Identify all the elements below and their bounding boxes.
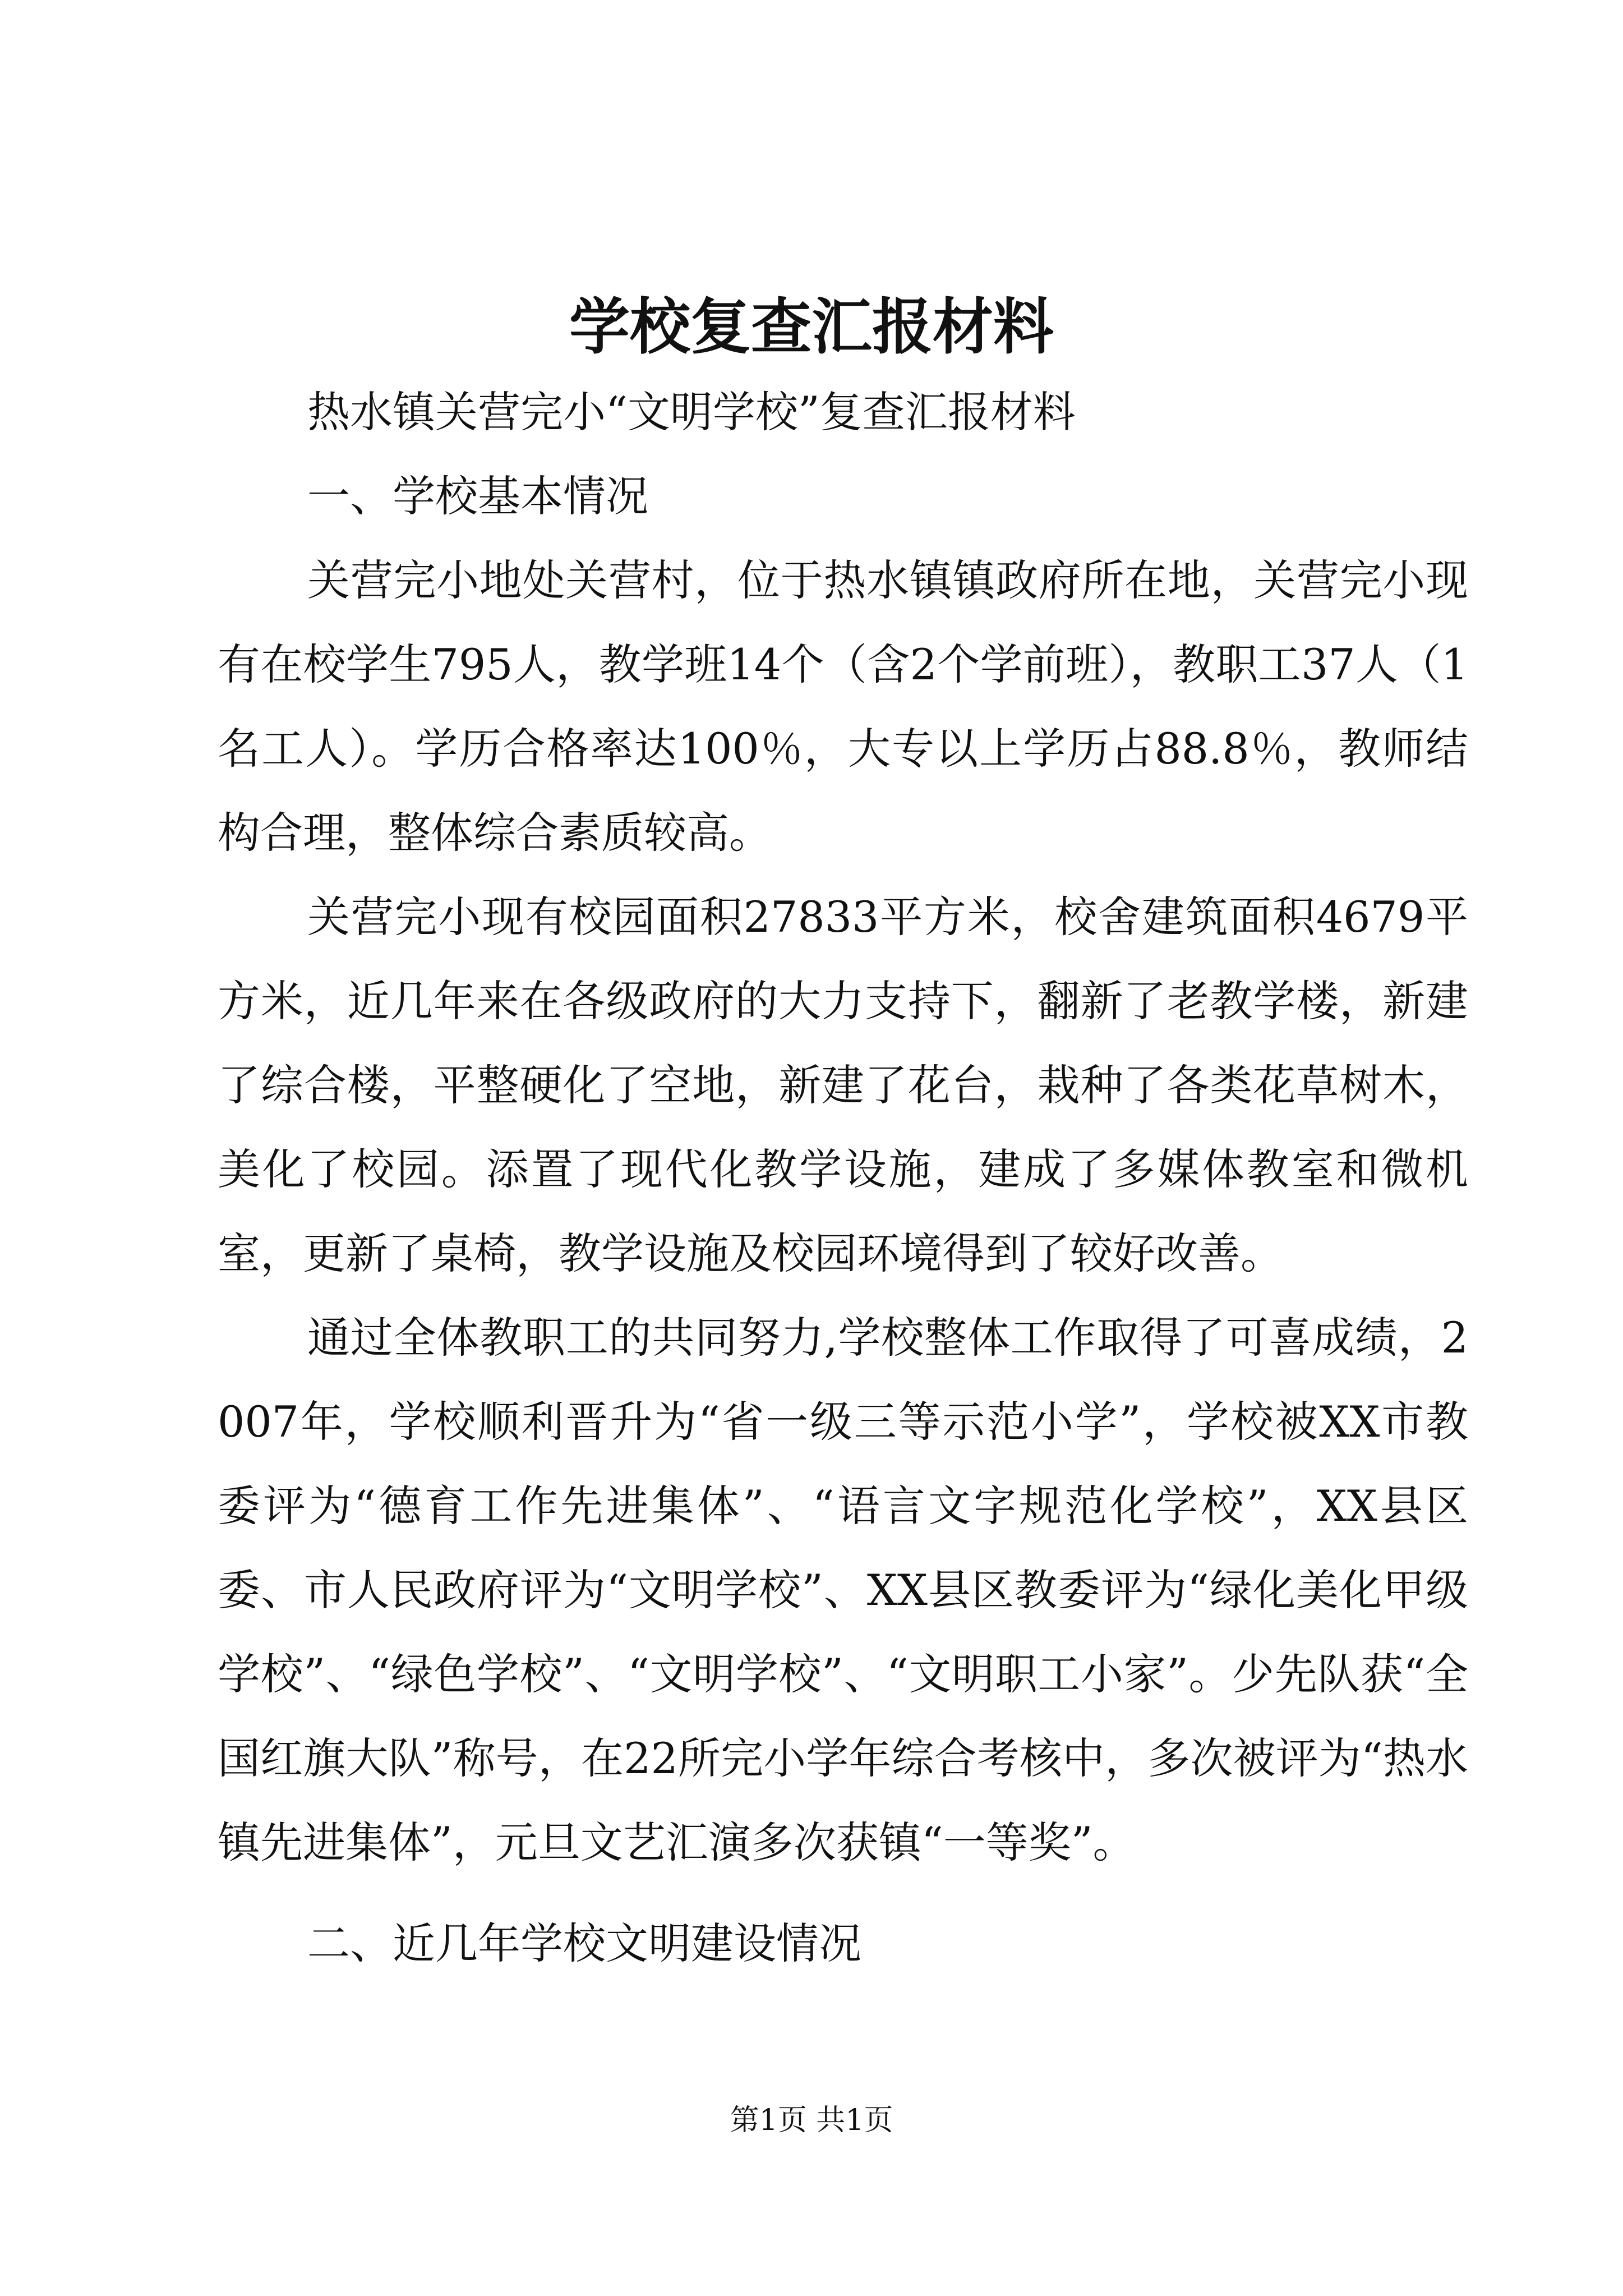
paragraph-achievements: 通过全体教职工的共同努力,学校整体工作取得了可喜成绩，2007年，学校顺利晋升为“省一级三等示范小学”，学校被XX市教委评为“德育工作先进集体”、“语言文字规范化学校”，XX县区委、市人民政府评为“文明学校”、XX县区教委评为“绿化美化甲级学校”、“绿色学校”、“文明学校”、“文明职工小家”。少先队获“全国红旗大队”称号，在22所完小学年综合考核中，多次被评为“热水镇先进集体”，元旦文艺汇演多次获镇“一等奖”。 <box>218 1313 1468 1867</box>
page-footer: 第1页 共1页 <box>730 2104 893 2137</box>
paragraph-campus: 关营完小现有校园面积27833平方米，校舍建筑面积4679平方米，近几年来在各级政府的大力支持下，翻新了老教学楼，新建了综合楼，平整硬化了空地，新建了花台，栽种了各类花草树木，美化了校园。添置了现代化教学设施，建成了多媒体教室和微机室，更新了桌椅，教学设施及校园环境得到了较好改善。 <box>218 892 1468 1278</box>
spacer <box>218 1885 1468 1902</box>
document-title: 学校复查汇报材料 <box>569 292 1054 362</box>
section-heading-2: 二、近几年学校文明建设情况 <box>307 1918 861 1968</box>
section-heading-1: 一、学校基本情况 <box>307 471 648 521</box>
paragraph-basic-info: 关营完小地处关营村，位于热水镇镇政府所在地，关营完小现有在校学生795人，教学班14个（含2个学前班），教职工37人（1名工人）。学历合格率达100％，大专以上学历占88.8％，教师结构合理，整体综合素质较高。 <box>218 555 1468 858</box>
document-body <box>218 370 1468 1986</box>
subtitle: 热水镇关营完小“文明学校”复查汇报材料 <box>307 387 1076 437</box>
